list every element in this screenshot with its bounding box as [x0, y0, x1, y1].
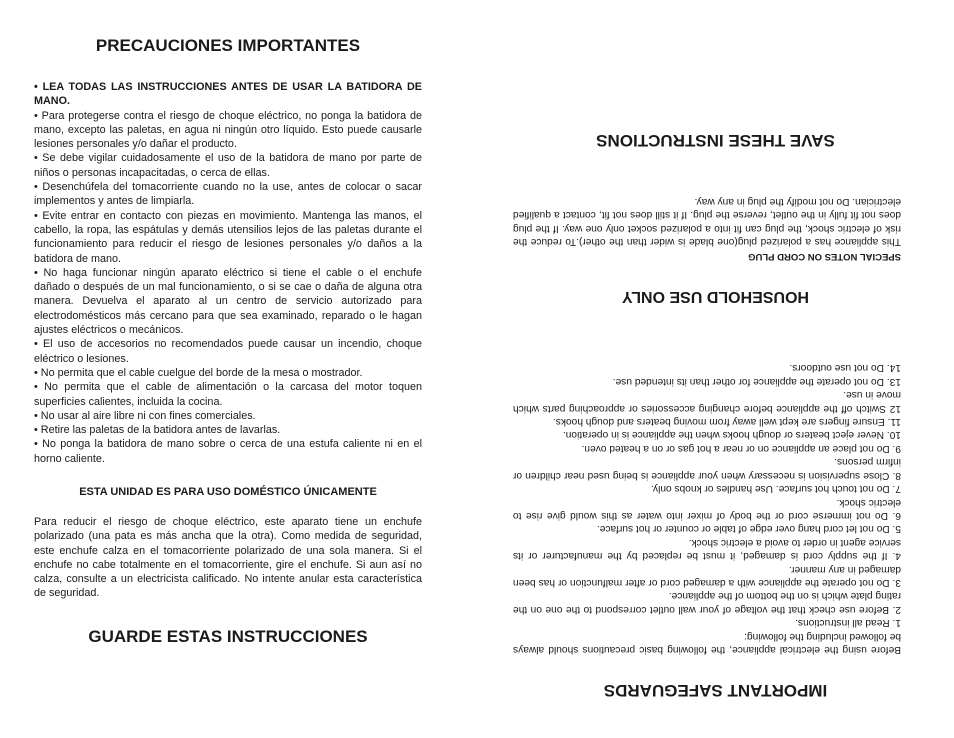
english-item: 5. Do not let cord hang over edge of table or counter or hot surface.: [596, 523, 901, 535]
english-item: 7. Do not touch hot surface. Use handles or knobs only.: [650, 483, 901, 495]
english-page-rotated: [477, 0, 954, 738]
spanish-save-heading: GUARDE ESTAS INSTRUCCIONES: [88, 627, 368, 646]
english-item: 12 Switch off the appliance before changing accessories or approaching parts which move in use.: [513, 389, 901, 414]
english-item: 2. Before use check that the voltage of your wall outlet correspond to the one on the rating plate which is on the bottom of the appliance.: [513, 590, 901, 615]
spanish-item: • No permita que el cable cuelgue del borde de la mesa o mostrador.: [34, 366, 363, 379]
spanish-item: • LEA TODAS LAS INSTRUCCIONES ANTES DE USAR LA BATIDORA DE MANO.: [34, 81, 422, 108]
spanish-item: • El uso de accesorios no recomendados puede causar un incendio, choque eléctrico o lesiones.: [34, 338, 422, 365]
english-item: 13. Do not operate the appliance for other than its intended use.: [612, 375, 901, 387]
english-item: 14. Do not use outdoors.: [789, 362, 901, 374]
english-title: IMPORTANT SAFEGUARDS: [603, 681, 828, 700]
english-plug-heading: SPECIAL NOTES ON CORD PLUG: [748, 251, 901, 262]
spanish-item: • Para protegerse contra el riesgo de choque eléctrico, no ponga la batidora de mano, excepto las paletas, en agua ni ningún otro líquido. Esto puede causarle lesiones personales y/o dañar el producto.: [34, 109, 422, 151]
spanish-item: • No permita que el cable de alimentación o la carcasa del motor toquen superficies calientes, incluida la cocina.: [34, 381, 422, 408]
spanish-item: • Desenchúfela del tomacorriente cuando no la use, antes de colocar o sacar implementos y antes de limpiarla.: [34, 181, 422, 208]
spanish-household-heading: ESTA UNIDAD ES PARA USO DOMÉSTICO ÚNICAMENTE: [79, 486, 377, 498]
spanish-item: • Se debe vigilar cuidadosamente el uso de la batidora de mano por parte de niños o personas incapacitadas, o cerca de ellas.: [34, 152, 422, 179]
spanish-item: • No usar al aire libre ni con fines comerciales.: [34, 409, 256, 422]
spanish-precautions-list: [34, 80, 422, 466]
english-page: [477, 0, 954, 738]
spanish-plug-text: Para reducir el riesgo de choque eléctrico, este aparato tiene un enchufe polarizado (una pata es más ancha que la otra). Como medida de seguridad, este enchufe calza en el tomacorriente polarizado de una sola manera. Si el enchufe no cabe totalmente en el tomacorriente, gire el enchufe. Si aun así no calza, consulte a un electricista calificado. No intente anular esta característica de seguridad.: [34, 516, 422, 600]
english-item: 6. Do not immerse cord or the body of mixer into water as this would give rise to electric shock.: [513, 496, 901, 521]
english-safeguards-list: [513, 361, 901, 656]
spanish-item: • No haga funcionar ningún aparato eléctrico si tiene el cable o el enchufe dañado o después de un mal funcionamiento, o si se cae o daña de alguna otra manera. Devuelva el aparato al un centro de servicio autorizado para electrodomésticos más cercano para que sea examinado, reparado o le hagan ajustes eléctricos o mecánicos.: [34, 266, 422, 337]
english-item: 4. If the supply cord is damaged, it must be replaced by the manufacturer or its service agent in order to avoid a electric shock.: [513, 536, 901, 562]
english-save-heading: SAVE THESE INSTRUCTIONS: [596, 131, 835, 150]
spanish-item: • Retire las paletas de la batidora antes de lavarlas.: [34, 424, 281, 437]
spanish-item: • Evite entrar en contacto con piezas en movimiento. Mantenga las manos, el cabello, la ropa, las espátulas y demás utensilios lejos de las paletas durante el funcionamiento para reducir el riesgo de lesiones personales y/o daños a la batidora de mano.: [34, 209, 422, 265]
english-item: 3. Do not operate the appliance with a damaged cord or after malfunction or has been damaged in any manner.: [513, 563, 901, 588]
english-plug-text: This appliance has a polarized plug(one blade is wider than the other).To reduce the risk of electric shock, the plug can fit into a polarized socket only one way. If the plug does not fit fully in the outlet, reverse the plug. If it still does not fit, contact a qualified electrician. Do not modify the plug in any way.: [513, 195, 901, 247]
spanish-item: • No ponga la batidora de mano sobre o cerca de una estufa caliente ni en el horno caliente.: [34, 438, 422, 465]
english-item: 8. Close supervision is necessary when your appliance is being used near children or infirm persons.: [513, 456, 901, 481]
english-item: 10. Never eject beaters or dough hooks when the appliance is in operation.: [562, 429, 901, 441]
english-item: 11. Ensure fingers are kept well away from moving beaters and dough hooks.: [552, 416, 901, 428]
english-intro: Before using the electrical appliance, the following basic precautions should always be followed including the following:: [513, 630, 901, 655]
english-household-heading: HOUSEHOLD USE ONLY: [622, 288, 809, 305]
english-item: 9. Do not place an appliance on or near a hot gas or on a heated oven.: [581, 442, 901, 454]
english-item: 1. Read all instructions.: [795, 617, 901, 629]
spanish-title: PRECAUCIONES IMPORTANTES: [95, 36, 361, 55]
